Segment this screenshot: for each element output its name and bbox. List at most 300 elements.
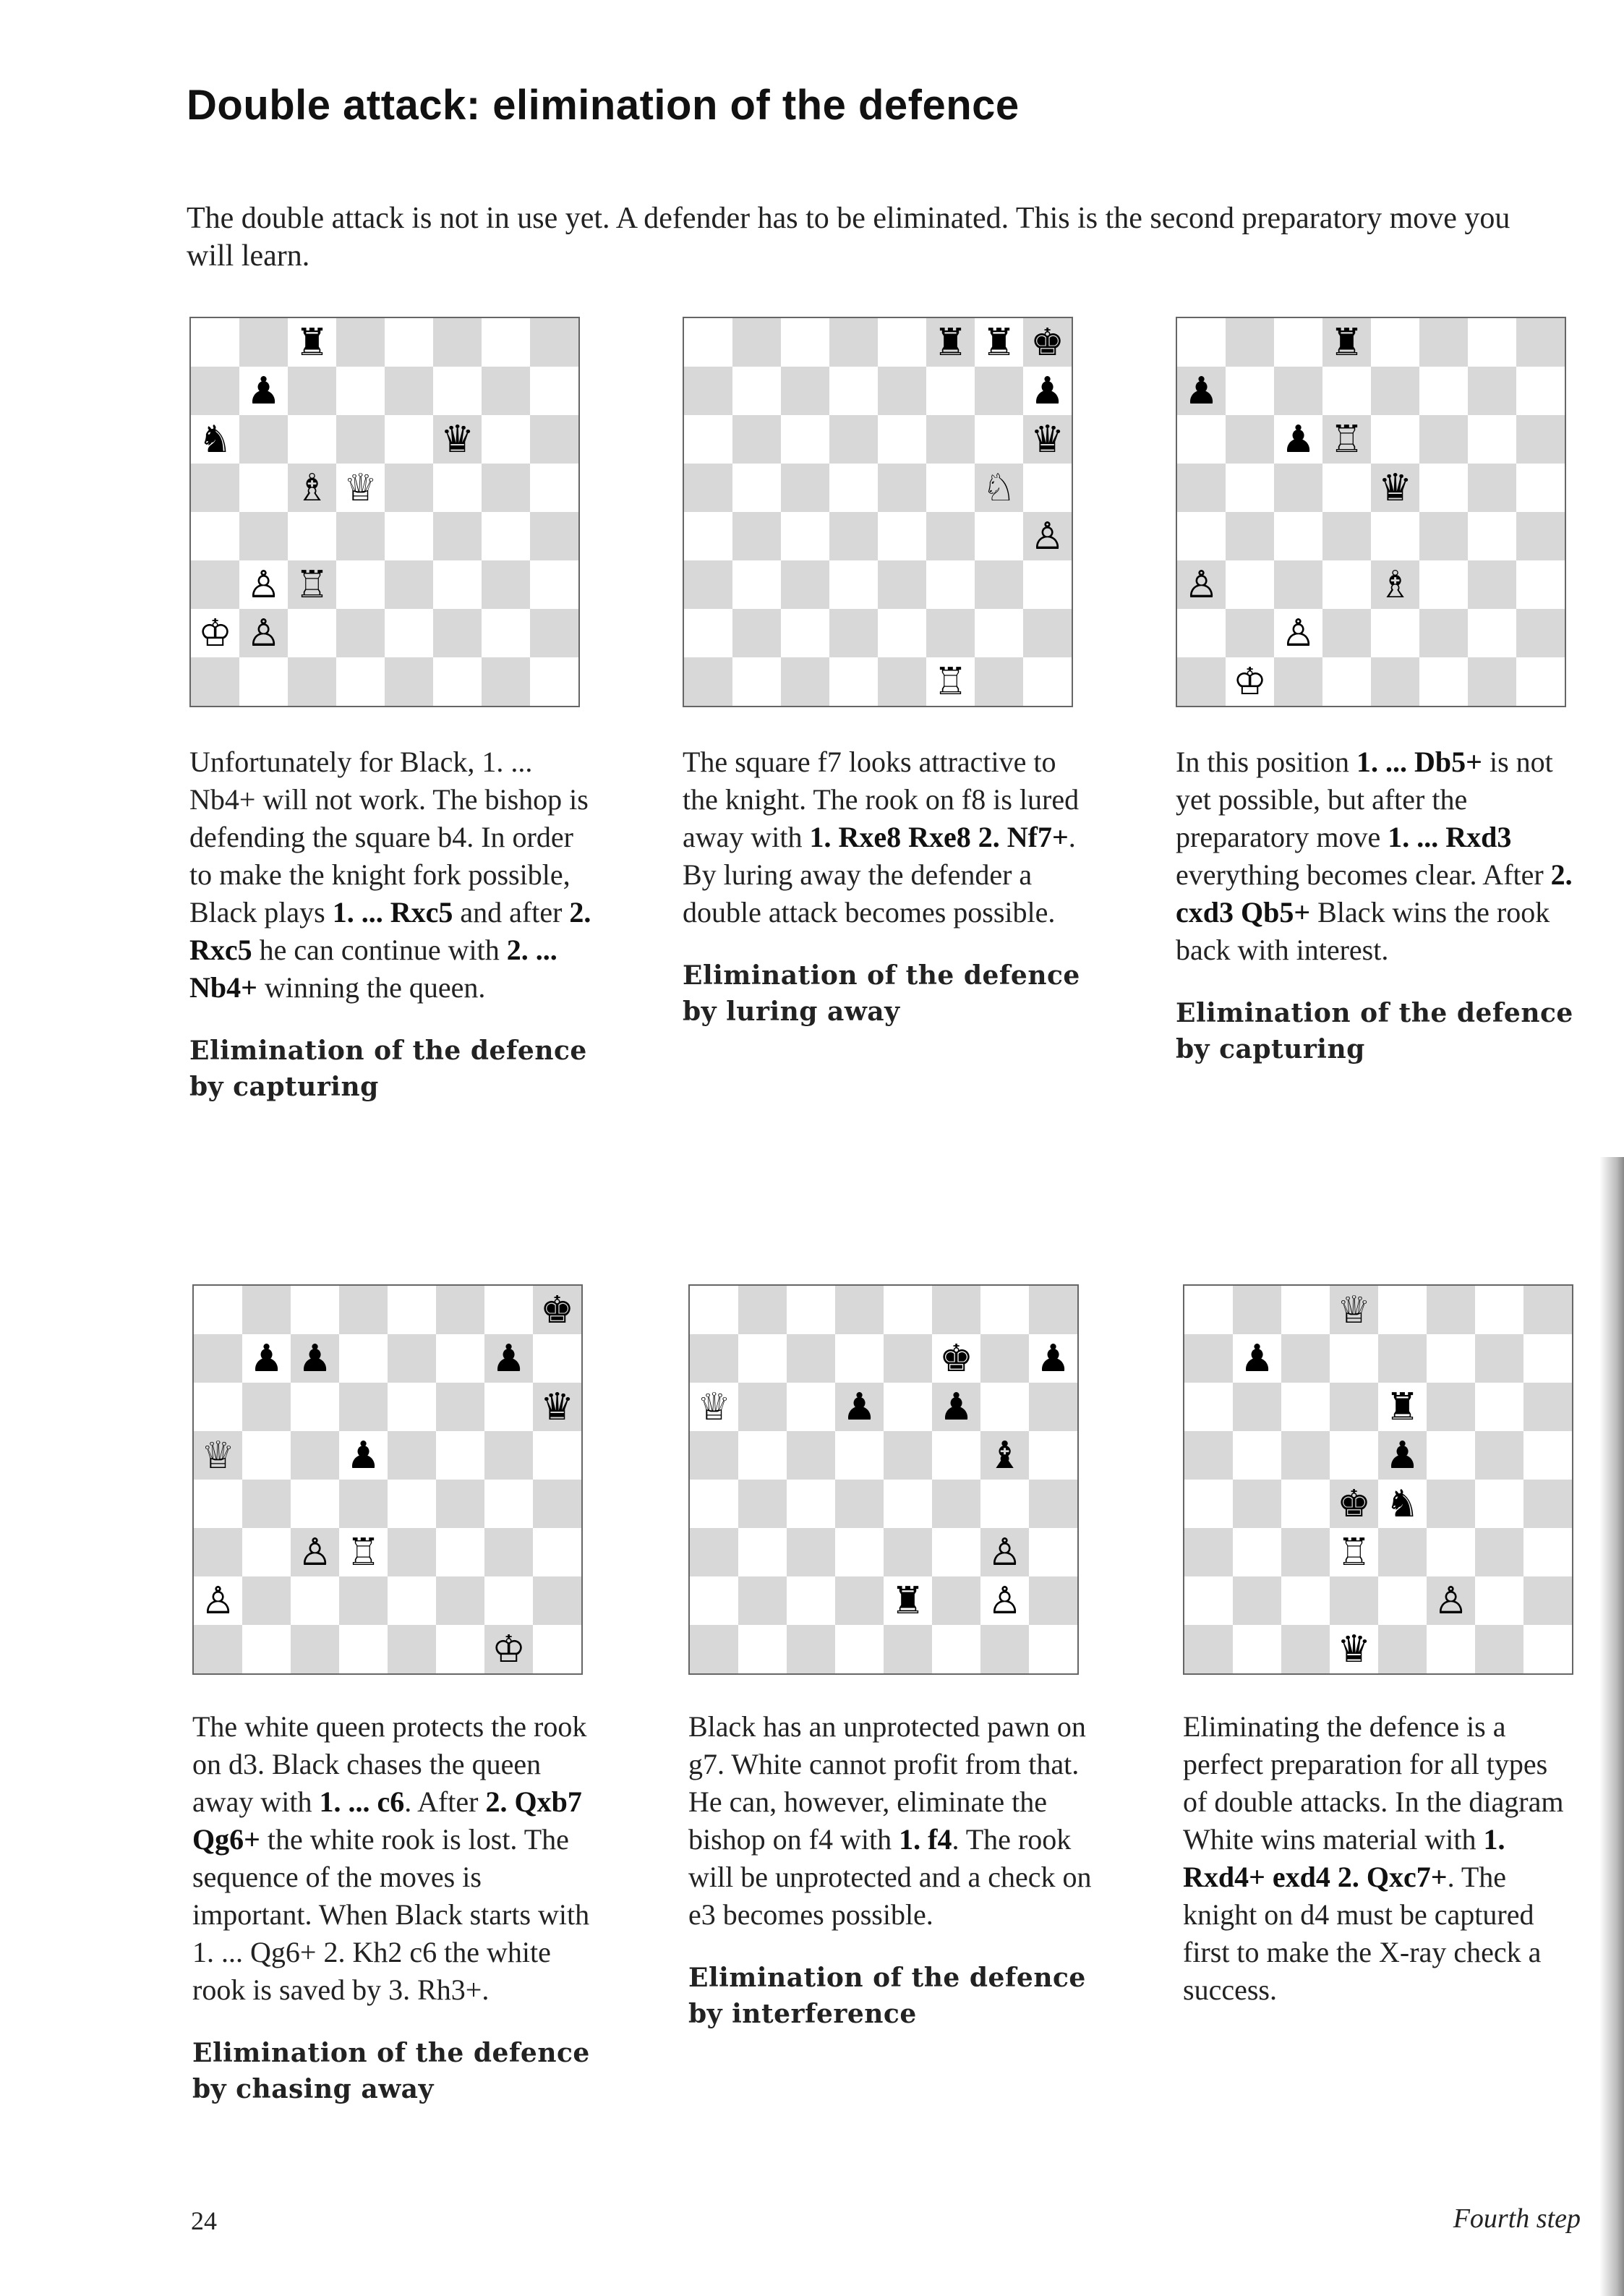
square-d4 (829, 512, 878, 560)
square-b3 (1226, 560, 1274, 609)
square-d3 (1322, 560, 1371, 609)
square-b7 (239, 367, 288, 415)
square-h1 (530, 657, 578, 706)
square-f4 (436, 1480, 484, 1528)
square-d8 (336, 318, 385, 367)
square-b8 (242, 1286, 291, 1334)
square-h6 (1029, 1383, 1077, 1431)
square-d3 (339, 1528, 388, 1576)
square-e5 (884, 1431, 932, 1480)
diagram-3 (1176, 317, 1566, 707)
black-pawn-icon: ♟ (346, 1433, 380, 1477)
black-king-icon: ♚ (939, 1336, 973, 1380)
white-knight-icon: ♘ (982, 466, 1016, 510)
square-g5 (975, 464, 1023, 512)
square-d6 (1322, 415, 1371, 464)
white-pawn-icon: ♙ (1030, 514, 1064, 558)
caption-text: Eliminating the defence is a perfect preparation for all types of double attacks. In the diagram White wins material with (1183, 1710, 1564, 1856)
square-g5 (482, 464, 530, 512)
square-f1 (433, 657, 482, 706)
square-h4 (533, 1480, 581, 1528)
square-f5 (433, 464, 482, 512)
square-a3 (194, 1528, 242, 1576)
square-g3 (484, 1528, 533, 1576)
square-h6 (530, 415, 578, 464)
square-f1 (436, 1625, 484, 1673)
square-f6 (1427, 1383, 1475, 1431)
square-f2 (1427, 1576, 1475, 1625)
square-e4 (385, 512, 433, 560)
square-f5 (1427, 1431, 1475, 1480)
diagram-caption (1176, 743, 1581, 1067)
square-f7 (926, 367, 975, 415)
square-e3 (385, 560, 433, 609)
square-f6 (433, 415, 482, 464)
square-g1 (1475, 1625, 1523, 1673)
square-g4 (482, 512, 530, 560)
square-b5 (1233, 1431, 1281, 1480)
square-g1 (1468, 657, 1516, 706)
white-rook-icon: ♖ (1330, 417, 1364, 461)
square-f3 (932, 1528, 980, 1576)
square-h7 (1516, 367, 1565, 415)
square-b8 (1226, 318, 1274, 367)
square-a3 (1184, 1528, 1233, 1576)
square-e3 (388, 1528, 436, 1576)
black-queen-icon: ♛ (440, 417, 474, 461)
white-pawn-icon: ♙ (1184, 563, 1218, 607)
square-c2 (288, 609, 336, 657)
black-rook-icon: ♜ (891, 1579, 925, 1623)
square-b8 (239, 318, 288, 367)
square-g2 (980, 1576, 1029, 1625)
square-h2 (1029, 1576, 1077, 1625)
square-f3 (436, 1528, 484, 1576)
white-pawn-icon: ♙ (298, 1530, 332, 1574)
square-f4 (926, 512, 975, 560)
square-e7 (878, 367, 926, 415)
square-b7 (738, 1334, 787, 1383)
square-d2 (336, 609, 385, 657)
square-g5 (1468, 464, 1516, 512)
square-c1 (291, 1625, 339, 1673)
square-b5 (242, 1431, 291, 1480)
square-f8 (433, 318, 482, 367)
white-bishop-icon: ♗ (295, 466, 329, 510)
diagram-caption (189, 743, 594, 1105)
square-g7 (1468, 367, 1516, 415)
square-a6 (684, 415, 732, 464)
square-f5 (926, 464, 975, 512)
square-c3 (1274, 560, 1322, 609)
square-d1 (1330, 1625, 1378, 1673)
square-g3 (980, 1528, 1029, 1576)
theme-heading: Elimination of the defence by chasing away (192, 2038, 590, 2104)
square-e8 (1371, 318, 1419, 367)
square-a3 (684, 560, 732, 609)
square-d1 (1322, 657, 1371, 706)
square-b2 (732, 609, 781, 657)
move-notation: 2. cxd3 Qb5+ (1176, 858, 1573, 929)
square-c7 (288, 367, 336, 415)
square-h6 (1023, 415, 1072, 464)
square-g6 (1468, 415, 1516, 464)
square-e1 (884, 1625, 932, 1673)
square-h2 (1523, 1576, 1572, 1625)
square-g8 (484, 1286, 533, 1334)
square-b2 (239, 609, 288, 657)
square-b3 (1233, 1528, 1281, 1576)
black-bishop-icon: ♝ (988, 1433, 1022, 1477)
square-a5 (684, 464, 732, 512)
square-d8 (339, 1286, 388, 1334)
square-d2 (1322, 609, 1371, 657)
square-b1 (242, 1625, 291, 1673)
square-h5 (1029, 1431, 1077, 1480)
square-c3 (288, 560, 336, 609)
square-d2 (835, 1576, 884, 1625)
caption-text: he can continue with (252, 934, 507, 966)
black-rook-icon: ♜ (295, 320, 329, 364)
square-h7 (530, 367, 578, 415)
square-h7 (1523, 1334, 1572, 1383)
square-d8 (835, 1286, 884, 1334)
square-c6 (291, 1383, 339, 1431)
square-c7 (291, 1334, 339, 1383)
square-d4 (336, 512, 385, 560)
square-h1 (1516, 657, 1565, 706)
square-c3 (781, 560, 829, 609)
theme-heading: Elimination of the defence by capturing (189, 1036, 587, 1102)
square-f1 (926, 657, 975, 706)
square-e1 (1371, 657, 1419, 706)
square-e8 (878, 318, 926, 367)
square-f1 (1419, 657, 1468, 706)
caption-text: In this position (1176, 746, 1357, 778)
square-h2 (1516, 609, 1565, 657)
square-e2 (878, 609, 926, 657)
square-e4 (1378, 1480, 1427, 1528)
square-f3 (1419, 560, 1468, 609)
square-b3 (239, 560, 288, 609)
white-pawn-icon: ♙ (988, 1530, 1022, 1574)
move-notation: 1. ... Rxd3 (1388, 821, 1512, 853)
square-g3 (1475, 1528, 1523, 1576)
square-h1 (533, 1625, 581, 1673)
square-d7 (835, 1334, 884, 1383)
square-e2 (388, 1576, 436, 1625)
black-pawn-icon: ♟ (1184, 369, 1218, 413)
square-g4 (1475, 1480, 1523, 1528)
move-notation: 1. ... c6 (319, 1785, 405, 1818)
diagram-caption (192, 1708, 597, 2107)
white-rook-icon: ♖ (346, 1530, 380, 1574)
square-a2 (1184, 1576, 1233, 1625)
caption-text: . The knight on d4 must be captured first to make the X-ray check a success. (1183, 1861, 1542, 2006)
square-e6 (385, 415, 433, 464)
square-e5 (1378, 1431, 1427, 1480)
page-number: 24 (191, 2206, 217, 2235)
square-b1 (1233, 1625, 1281, 1673)
square-h2 (1023, 609, 1072, 657)
square-e2 (1378, 1576, 1427, 1625)
square-f2 (1419, 609, 1468, 657)
white-pawn-icon: ♙ (247, 611, 281, 655)
square-b4 (1226, 512, 1274, 560)
square-h5 (533, 1431, 581, 1480)
square-a5 (194, 1431, 242, 1480)
square-b6 (732, 415, 781, 464)
square-a8 (690, 1286, 738, 1334)
square-c7 (787, 1334, 835, 1383)
square-b4 (732, 512, 781, 560)
white-queen-icon: ♕ (697, 1385, 731, 1429)
square-b6 (239, 415, 288, 464)
diagram-4 (192, 1284, 583, 1675)
square-h6 (533, 1383, 581, 1431)
square-c5 (291, 1431, 339, 1480)
square-e6 (878, 415, 926, 464)
square-a7 (194, 1334, 242, 1383)
square-d8 (829, 318, 878, 367)
square-b2 (1226, 609, 1274, 657)
square-a4 (1177, 512, 1226, 560)
square-h8 (1516, 318, 1565, 367)
square-e1 (388, 1625, 436, 1673)
square-a6 (1184, 1383, 1233, 1431)
square-d5 (829, 464, 878, 512)
theme-heading: Elimination of the defence by capturing (1176, 998, 1573, 1064)
square-g5 (484, 1431, 533, 1480)
caption-body (1183, 1708, 1573, 2009)
square-g4 (1468, 512, 1516, 560)
square-d6 (339, 1383, 388, 1431)
square-b1 (732, 657, 781, 706)
square-g4 (975, 512, 1023, 560)
square-c4 (781, 512, 829, 560)
square-g2 (975, 609, 1023, 657)
square-h3 (533, 1528, 581, 1576)
square-f2 (436, 1576, 484, 1625)
square-f7 (1427, 1334, 1475, 1383)
square-c8 (288, 318, 336, 367)
black-king-icon: ♚ (1030, 320, 1064, 364)
square-h4 (1029, 1480, 1077, 1528)
square-e4 (878, 512, 926, 560)
square-g8 (975, 318, 1023, 367)
square-d1 (339, 1625, 388, 1673)
square-h5 (530, 464, 578, 512)
square-f7 (932, 1334, 980, 1383)
square-e8 (884, 1286, 932, 1334)
square-d7 (1322, 367, 1371, 415)
square-g5 (1475, 1431, 1523, 1480)
square-a4 (684, 512, 732, 560)
square-c1 (288, 657, 336, 706)
square-e7 (884, 1334, 932, 1383)
square-d4 (1322, 512, 1371, 560)
square-a5 (1184, 1431, 1233, 1480)
square-d3 (835, 1528, 884, 1576)
caption-text: . By luring away the defender a double attack becomes possible. (683, 821, 1076, 929)
diagram-6 (1183, 1284, 1573, 1675)
square-d4 (835, 1480, 884, 1528)
square-g6 (484, 1383, 533, 1431)
white-pawn-icon: ♙ (247, 563, 281, 607)
black-king-icon: ♚ (540, 1288, 574, 1332)
square-d1 (829, 657, 878, 706)
square-e5 (385, 464, 433, 512)
square-b8 (1233, 1286, 1281, 1334)
square-b7 (1233, 1334, 1281, 1383)
square-e6 (1378, 1383, 1427, 1431)
square-a6 (191, 415, 239, 464)
square-h8 (533, 1286, 581, 1334)
square-a1 (191, 657, 239, 706)
square-c7 (1274, 367, 1322, 415)
square-g3 (1468, 560, 1516, 609)
square-g1 (484, 1625, 533, 1673)
caption-body (192, 1708, 597, 2009)
square-e5 (1371, 464, 1419, 512)
square-b1 (1226, 657, 1274, 706)
diagram-caption (683, 743, 1087, 1030)
square-d7 (1330, 1334, 1378, 1383)
square-b4 (242, 1480, 291, 1528)
square-g3 (482, 560, 530, 609)
square-f6 (926, 415, 975, 464)
square-c8 (781, 318, 829, 367)
square-b4 (1233, 1480, 1281, 1528)
square-g4 (484, 1480, 533, 1528)
move-notation: 2. Qxb7 Qg6+ (192, 1785, 582, 1856)
caption-body (189, 743, 594, 1007)
square-f6 (1419, 415, 1468, 464)
move-notation: 1. f4 (899, 1823, 952, 1856)
white-queen-icon: ♕ (1337, 1288, 1371, 1332)
white-pawn-icon: ♙ (988, 1579, 1022, 1623)
square-c1 (781, 657, 829, 706)
square-a2 (690, 1576, 738, 1625)
square-b7 (242, 1334, 291, 1383)
square-d5 (1322, 464, 1371, 512)
square-d8 (1330, 1286, 1378, 1334)
square-d7 (829, 367, 878, 415)
square-a5 (1177, 464, 1226, 512)
square-f4 (433, 512, 482, 560)
square-f7 (433, 367, 482, 415)
square-h4 (1516, 512, 1565, 560)
square-f8 (1419, 318, 1468, 367)
square-c6 (1274, 415, 1322, 464)
caption-body (683, 743, 1087, 931)
move-notation: 1. Rxd4+ exd4 2. Qxc7+ (1183, 1823, 1505, 1893)
square-f8 (932, 1286, 980, 1334)
black-rook-icon: ♜ (933, 320, 967, 364)
square-f6 (932, 1383, 980, 1431)
square-f7 (436, 1334, 484, 1383)
square-b3 (738, 1528, 787, 1576)
square-c2 (291, 1576, 339, 1625)
square-g8 (482, 318, 530, 367)
square-h6 (1516, 415, 1565, 464)
square-a4 (690, 1480, 738, 1528)
square-c7 (1281, 1334, 1330, 1383)
caption-text: and after (453, 896, 570, 929)
square-f4 (1419, 512, 1468, 560)
caption-text: is not yet possible, but after the preparatory move (1176, 746, 1553, 853)
square-c2 (787, 1576, 835, 1625)
square-g6 (980, 1383, 1029, 1431)
square-d7 (336, 367, 385, 415)
square-h3 (1029, 1528, 1077, 1576)
square-g7 (1475, 1334, 1523, 1383)
square-c2 (781, 609, 829, 657)
square-g7 (975, 367, 1023, 415)
move-notation: 1. ... Rxc5 (332, 896, 453, 929)
square-b4 (738, 1480, 787, 1528)
square-e4 (884, 1480, 932, 1528)
square-b2 (1233, 1576, 1281, 1625)
square-e2 (884, 1576, 932, 1625)
black-king-icon: ♚ (1337, 1482, 1371, 1526)
square-c7 (781, 367, 829, 415)
square-h5 (1523, 1431, 1572, 1480)
caption-text: everything becomes clear. After (1176, 858, 1551, 891)
square-d5 (1330, 1431, 1378, 1480)
white-king-icon: ♔ (492, 1627, 526, 1671)
square-c1 (1274, 657, 1322, 706)
square-h1 (1029, 1625, 1077, 1673)
square-f7 (1419, 367, 1468, 415)
square-b3 (732, 560, 781, 609)
square-e5 (388, 1431, 436, 1480)
white-bishop-icon: ♗ (1378, 563, 1412, 607)
square-f8 (926, 318, 975, 367)
square-h4 (1023, 512, 1072, 560)
square-f3 (926, 560, 975, 609)
square-g2 (1475, 1576, 1523, 1625)
square-a2 (191, 609, 239, 657)
square-d4 (1330, 1480, 1378, 1528)
theme-heading: Elimination of the defence by luring away (683, 960, 1080, 1027)
square-g2 (482, 609, 530, 657)
square-a3 (1177, 560, 1226, 609)
square-a4 (1184, 1480, 1233, 1528)
square-d2 (829, 609, 878, 657)
square-d7 (339, 1334, 388, 1383)
square-d3 (829, 560, 878, 609)
square-a7 (690, 1334, 738, 1383)
white-queen-icon: ♕ (343, 466, 377, 510)
square-c8 (291, 1286, 339, 1334)
square-a6 (1177, 415, 1226, 464)
square-d1 (336, 657, 385, 706)
square-g1 (482, 657, 530, 706)
square-d4 (339, 1480, 388, 1528)
square-f4 (1427, 1480, 1475, 1528)
square-a1 (1177, 657, 1226, 706)
diagram-caption (688, 1708, 1093, 2032)
square-g8 (1475, 1286, 1523, 1334)
black-pawn-icon: ♟ (492, 1336, 526, 1380)
square-c6 (1281, 1383, 1330, 1431)
square-d6 (829, 415, 878, 464)
white-pawn-icon: ♙ (201, 1579, 235, 1623)
square-b6 (242, 1383, 291, 1431)
move-notation: 1. Rxe8 Rxe8 2. Nf7+ (809, 821, 1069, 853)
square-e7 (1371, 367, 1419, 415)
